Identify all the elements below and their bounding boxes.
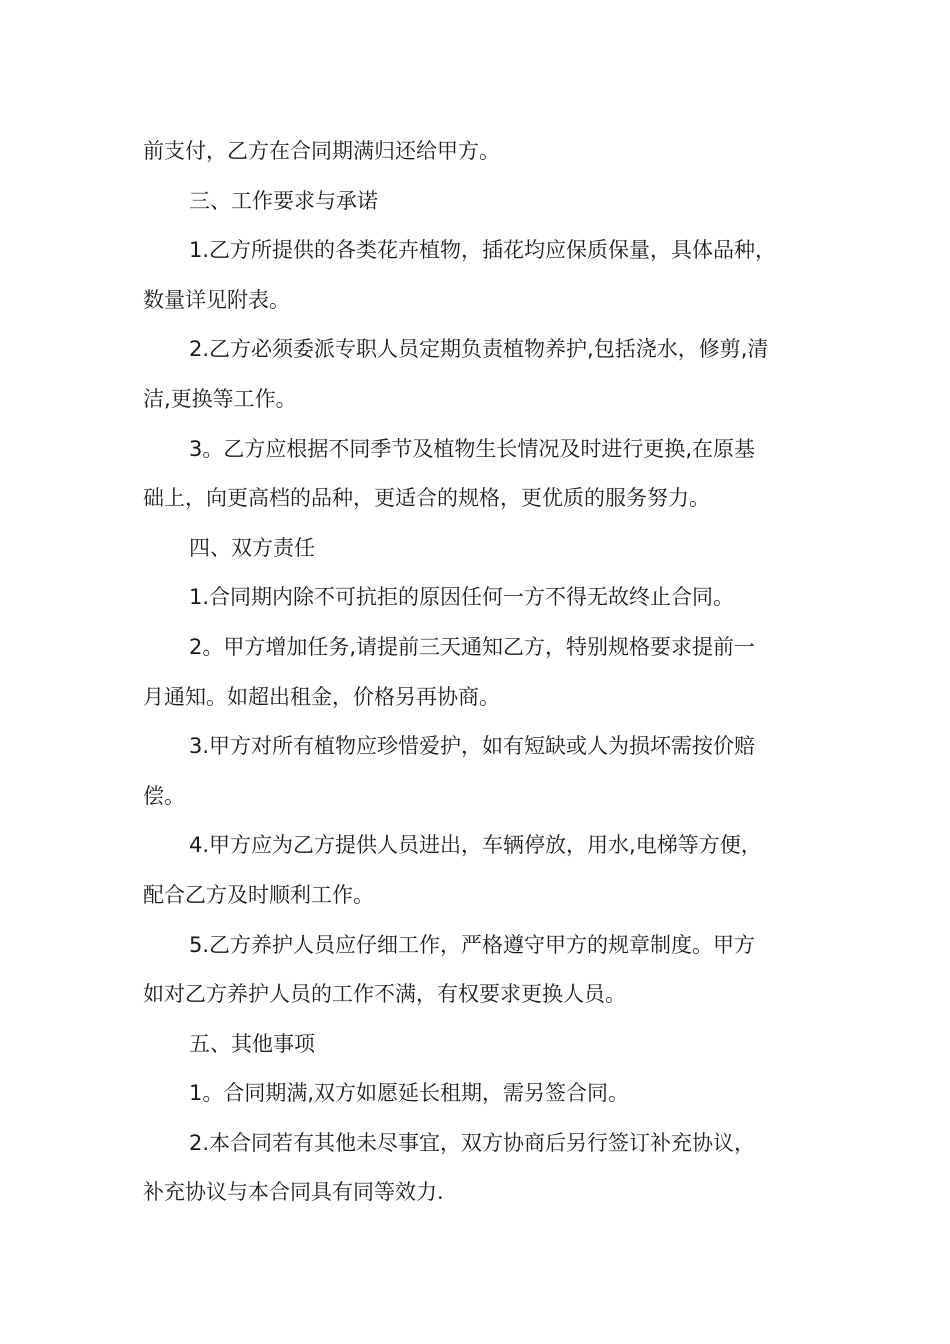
section-heading-3: 三、工作要求与承诺 [189,188,378,213]
clause-3-2-line-2: 洁,更换等工作。 [143,386,297,411]
document-body [143,127,815,1218]
clause-4-2-line-2: 月通知。如超出租金，价格另再协商。 [143,684,500,709]
clause-4-5-line-1: 5.乙方养护人员应仔细工作，严格遵守甲方的规章制度。甲方 [189,932,756,957]
clause-3-3-line-1: 3。乙方应根据不同季节及植物生长情况及时进行更换,在原基 [189,436,756,461]
clause-3-1-line-1: 1.乙方所提供的各类花卉植物，插花均应保质保量，具体品种， [189,238,777,263]
section-heading-4: 四、双方责任 [189,535,315,560]
clause-4-2-line-1: 2。甲方增加任务,请提前三天通知乙方，特别规格要求提前一 [189,634,756,659]
clause-4-1-line-1: 1.合同期内除不可抗拒的原因任何一方不得无故终止合同。 [189,585,735,610]
clause-4-4-line-2: 配合乙方及时顺利工作。 [143,882,374,907]
clause-4-3-line-1: 3.甲方对所有植物应珍惜爱护，如有短缺或人为损坏需按价赔 [189,734,756,759]
paragraph-line-continuation: 前支付，乙方在合同期满归还给甲方。 [143,139,500,163]
clause-4-5-line-2: 如对乙方养护人员的工作不满，有权要求更换人员。 [143,982,626,1007]
clause-5-1-line-1: 1。合同期满,双方如愿延长租期，需另签合同。 [189,1081,630,1106]
section-heading-5: 五、其他事项 [189,1031,315,1056]
clause-4-4-line-1: 4.甲方应为乙方提供人员进出，车辆停放，用水,电梯等方便， [189,833,762,858]
clause-5-2-line-1: 2.本合同若有其他未尽事宜，双方协商后另行签订补充协议， [189,1130,756,1155]
clause-3-3-line-2: 础上，向更高档的品种，更适合的规格，更优质的服务努力。 [143,486,710,511]
clause-4-3-line-2: 偿。 [143,783,185,808]
clause-5-2-line-2: 补充协议与本合同具有同等效力. [143,1180,444,1205]
clause-3-2-line-1: 2.乙方必须委派专职人员定期负责植物养护,包括浇水，修剪,清 [189,337,769,362]
clause-3-1-line-2: 数量详见附表。 [143,287,290,312]
